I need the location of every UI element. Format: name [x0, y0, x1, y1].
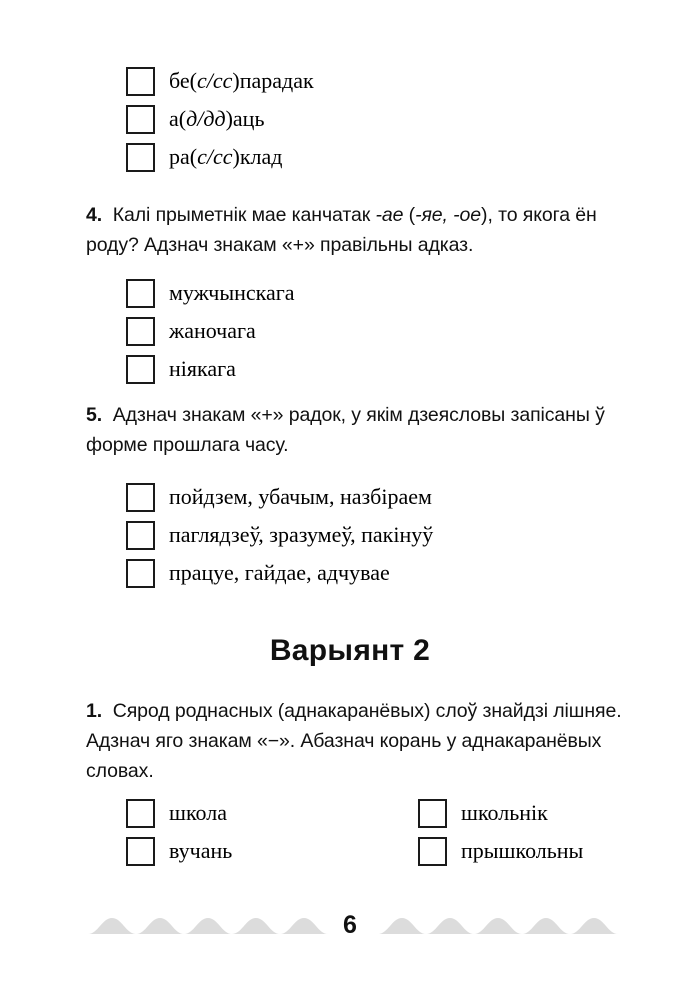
checkbox[interactable]: [126, 105, 155, 134]
checkbox[interactable]: [418, 799, 447, 828]
option-label: вучань: [169, 838, 233, 863]
variant-question-1-text-line-1: Сярод роднасных (аднакаранёвых) слоў знайдзі: [112, 700, 548, 722]
option-label: паглядзеў, зразумеў, пакінуў: [169, 522, 434, 547]
checkbox[interactable]: [418, 837, 447, 866]
option-row[interactable]: [126, 516, 433, 554]
option-label: прышкольны: [461, 838, 584, 863]
question-5-text-line-2: запісаны ў форме прошлага часу.: [86, 404, 605, 456]
option-row[interactable]: [126, 350, 295, 388]
option-label: жаночага: [169, 318, 256, 343]
question-4-text-line-2: якога ён роду? Адзнач знакам «+» правільны адказ.: [86, 204, 597, 256]
variant-question-1-prompt: [86, 696, 656, 786]
option-row[interactable]: [126, 312, 295, 350]
option-label: пойдзем, убачым, назбіраем: [169, 484, 432, 509]
option-label: мужчынскага: [169, 280, 295, 305]
page-number: 6: [343, 911, 357, 939]
variant-heading: Варыянт 2: [269, 634, 431, 667]
checkbox[interactable]: [126, 67, 155, 96]
option-row[interactable]: [126, 138, 314, 176]
option-label: школа: [169, 800, 227, 825]
variant-question-1-text-line-3: у аднакаранёвых словах.: [86, 730, 602, 782]
option-label: ніякага: [169, 356, 236, 381]
checkbox[interactable]: [126, 279, 155, 308]
option-row[interactable]: [126, 832, 232, 870]
variant-question-1-option-list-left: [126, 794, 232, 870]
checkbox[interactable]: [126, 559, 155, 588]
checkbox[interactable]: [126, 483, 155, 512]
option-row[interactable]: [418, 794, 583, 832]
variant-question-1-text-line-2: лішняе. Адзнач яго знакам «−». Абазнач корань: [86, 700, 622, 752]
checkbox[interactable]: [126, 355, 155, 384]
checkbox[interactable]: [126, 837, 155, 866]
top-option-list: [126, 62, 314, 176]
checkbox[interactable]: [126, 799, 155, 828]
question-4-text-line-1: Калі прыметнік мае канчатак -ае (-яе, -ое), то: [112, 204, 518, 226]
option-row[interactable]: [126, 794, 232, 832]
option-label: ра(с/сс)клад: [169, 144, 283, 169]
checkbox[interactable]: [126, 143, 155, 172]
option-row[interactable]: [126, 478, 433, 516]
question-5-option-list: [126, 478, 433, 592]
question-5-number: 5.: [86, 404, 103, 426]
option-row[interactable]: [418, 832, 583, 870]
option-label: бе(с/сс)парадак: [169, 68, 314, 93]
question-4-prompt: [86, 200, 646, 260]
variant-question-1-number: 1.: [86, 700, 103, 722]
option-row[interactable]: [126, 274, 295, 312]
option-label: школьнік: [461, 800, 548, 825]
option-row[interactable]: [126, 62, 314, 100]
checkbox[interactable]: [126, 317, 155, 346]
option-row[interactable]: [126, 554, 433, 592]
variant-question-1-option-list-right: [418, 794, 583, 870]
question-4-number: 4.: [86, 204, 103, 226]
option-row[interactable]: [126, 100, 314, 138]
page-footer: [0, 905, 700, 955]
checkbox[interactable]: [126, 521, 155, 550]
option-label: працуе, гайдае, адчувае: [169, 560, 390, 585]
question-5-prompt: [86, 400, 651, 460]
option-label: а(д/дд)аць: [169, 106, 265, 131]
question-4-option-list: [126, 274, 295, 388]
question-5-text-line-1: Адзнач знакам «+» радок, у якім дзеясловы: [112, 404, 506, 426]
